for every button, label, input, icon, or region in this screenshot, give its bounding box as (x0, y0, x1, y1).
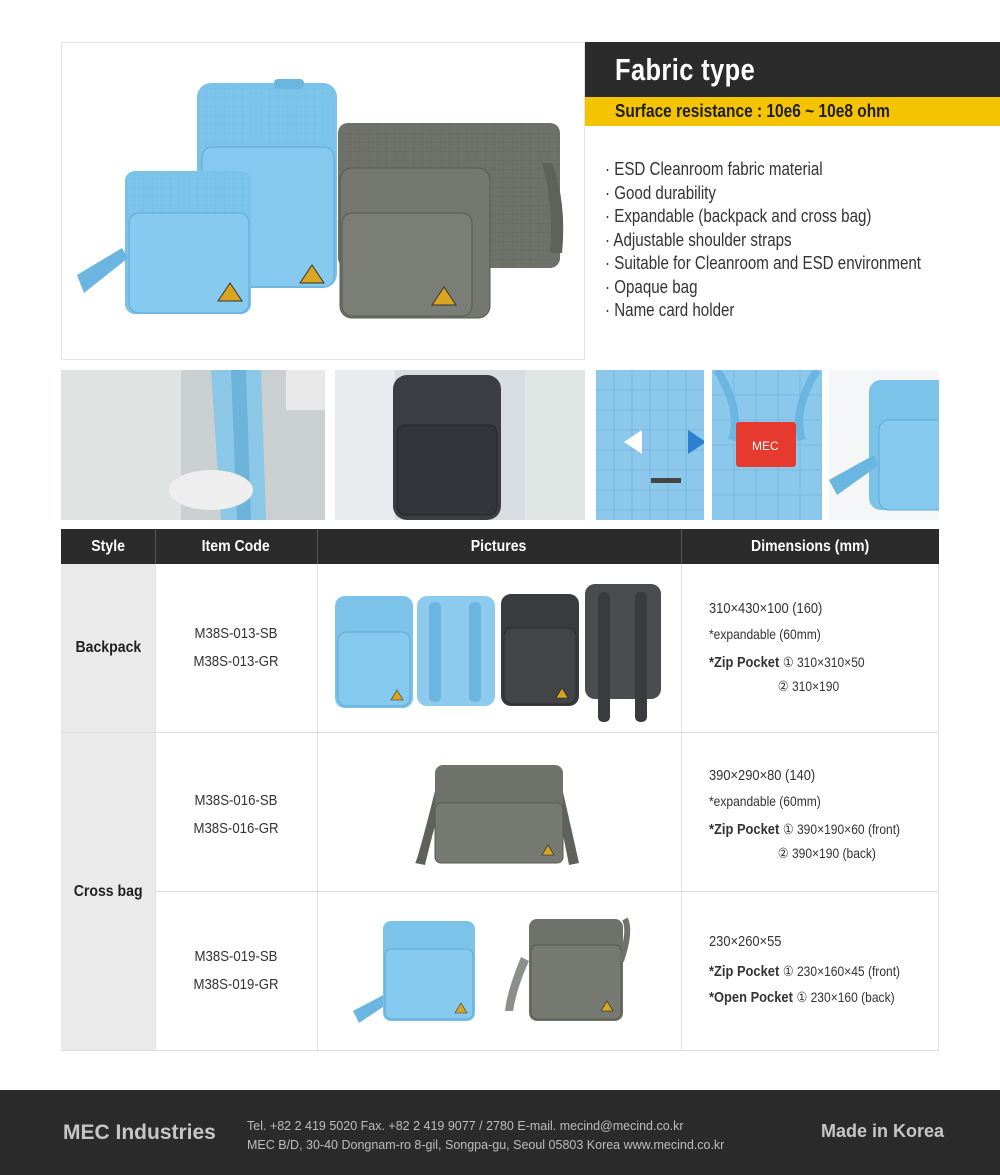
zip-pocket-1: ① 390×190×60 (front) (782, 821, 901, 837)
dimension-expandable: *expandable (60mm) (709, 626, 821, 642)
dimensions-backpack (681, 596, 939, 697)
feature-item: · ESD Cleanroom fabric material (605, 158, 924, 182)
dimension-main: 230×260×55 (709, 933, 782, 950)
dimension-main: 310×430×100 (160) (709, 600, 823, 617)
table-header (61, 529, 939, 564)
company-name: MEC Industries (63, 1121, 216, 1144)
dimensions-crossbag-b (681, 929, 939, 1011)
feature-list (605, 158, 985, 323)
feature-item: · Good durability (605, 182, 924, 206)
item-code: M38S-013-SB (194, 625, 278, 642)
header-item-code: Item Code (201, 538, 271, 555)
title-bar (585, 42, 1000, 97)
made-in-korea: Made in Korea (821, 1121, 945, 1141)
footer (0, 1090, 1000, 1175)
subtitle-bar (585, 97, 1000, 126)
item-codes-backpack (155, 620, 317, 676)
item-codes-crossbag-a (155, 787, 317, 843)
item-code: M38S-019-GR (193, 976, 279, 993)
feature-item: · Adjustable shoulder straps (605, 229, 924, 253)
crossbag-a-picture (317, 743, 681, 883)
photo-shoulder-strap (829, 370, 939, 520)
header-dimensions: Dimensions (mm) (750, 538, 870, 555)
photo-gray-backpack-worn (335, 370, 585, 520)
contact-info (247, 1117, 724, 1155)
surface-resistance-label: Surface resistance : 10e6 ~ 10e8 ohm (615, 101, 890, 121)
zip-pocket-2: ② 390×190 (back) (777, 845, 876, 861)
feature-item: · Suitable for Cleanroom and ESD environment (605, 252, 924, 276)
zip-pocket-1: ① 310×310×50 (782, 654, 865, 670)
feature-item: · Expandable (backpack and cross bag) (605, 205, 924, 229)
item-code: M38S-019-SB (194, 948, 278, 965)
header-style: Style (91, 538, 125, 555)
open-pocket-label: *Open Pocket (709, 989, 793, 1006)
dimension-expandable: *expandable (60mm) (709, 793, 821, 809)
dimension-main: 390×290×80 (140) (709, 767, 816, 784)
zip-pocket-label: *Zip Pocket (709, 654, 780, 671)
photo-name-card-holder (712, 370, 822, 520)
style-backpack: Backpack (61, 564, 155, 732)
crossbag-b-pictures (317, 901, 681, 1046)
photo-expandable-zipper (596, 370, 704, 520)
item-code: M38S-013-GR (193, 653, 279, 670)
backpack-pictures (317, 574, 681, 724)
style-cross-bag: Cross bag (61, 733, 155, 1050)
item-code: M38S-016-GR (193, 820, 279, 837)
contact-line: Tel. +82 2 419 5020 Fax. +82 2 419 9077 / 2780 E-mail. mecind@mecind.co.kr (247, 1119, 684, 1133)
zip-pocket-2: ② 310×190 (777, 678, 840, 694)
photo-person-wearing-backpack (61, 370, 325, 520)
zip-pocket-1: ① 230×160×45 (front) (782, 963, 901, 979)
item-code: M38S-016-SB (194, 792, 278, 809)
feature-item: · Name card holder (605, 299, 924, 323)
header-pictures: Pictures (471, 538, 527, 555)
open-pocket-1: ① 230×160 (back) (796, 989, 895, 1005)
hero-product-photo (61, 42, 585, 360)
feature-item: · Opaque bag (605, 276, 924, 300)
page-title: Fabric type (615, 52, 756, 87)
zip-pocket-label: *Zip Pocket (709, 821, 780, 838)
mec-name-tag: MEC (752, 439, 779, 453)
zip-pocket-label: *Zip Pocket (709, 963, 780, 980)
address-line: MEC B/D, 30-40 Dongnam-ro 8-gil, Songpa-gu, Seoul 05803 Korea www.mecind.co.kr (247, 1138, 725, 1152)
dimensions-crossbag-a (681, 763, 939, 864)
item-codes-crossbag-b (155, 943, 317, 999)
